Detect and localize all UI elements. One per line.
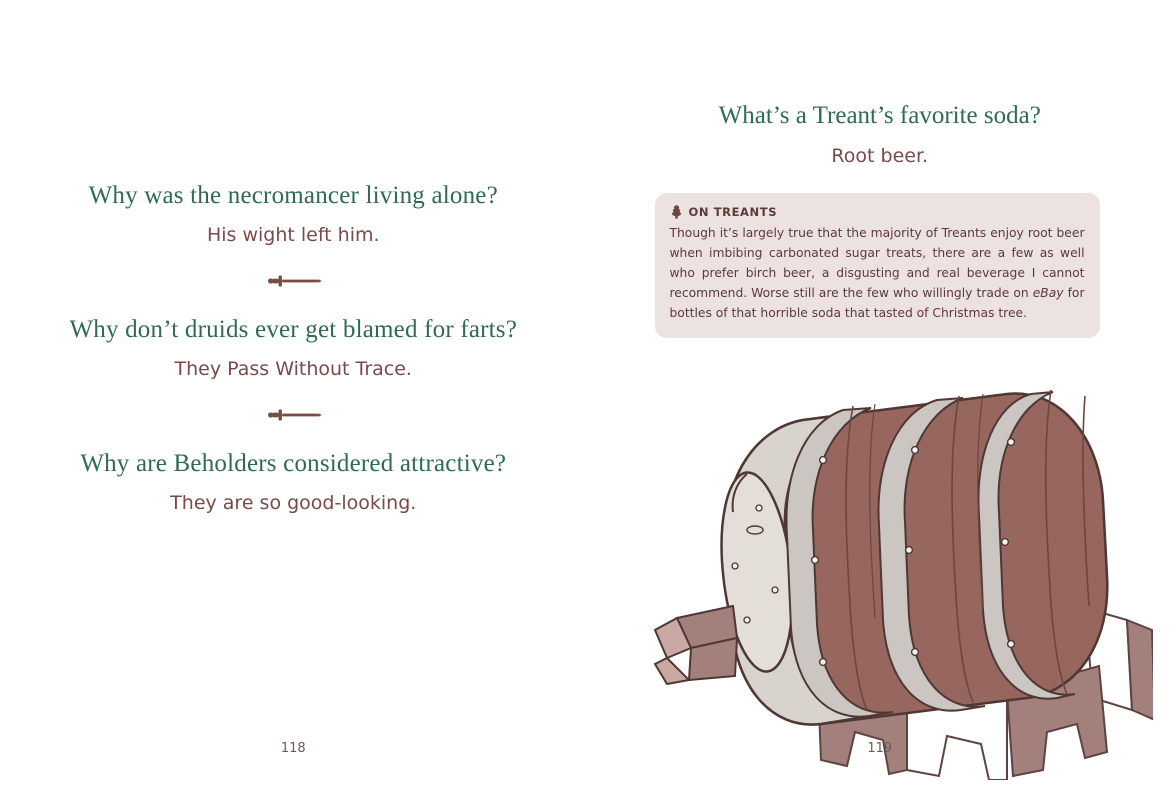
sword-divider bbox=[0, 248, 587, 314]
wooden-keg-barrel-illustration bbox=[607, 380, 1153, 780]
left-page-content bbox=[0, 180, 587, 516]
joke-answer: They Pass Without Trace. bbox=[174, 358, 412, 381]
joke-question: Why don’t druids ever get blamed for farts? bbox=[69, 315, 518, 343]
sidebar-note-header bbox=[670, 205, 1085, 219]
right-page bbox=[587, 0, 1173, 800]
sword-divider-icon bbox=[264, 405, 322, 425]
right-page-content bbox=[587, 100, 1173, 320]
joke-answer: They are so good-looking. bbox=[170, 492, 417, 515]
page-number-left: 118 bbox=[280, 741, 306, 756]
joke-question: Why are Beholders considered attractive? bbox=[80, 449, 507, 477]
sidebar-note bbox=[655, 193, 1100, 338]
joke-item bbox=[58, 180, 528, 248]
joke-answer: His wight left him. bbox=[206, 224, 380, 247]
joke-answer: Root beer. bbox=[831, 145, 929, 168]
sidebar-note-title: ON TREANTS bbox=[688, 205, 778, 219]
sidebar-text-italic: eBay bbox=[1032, 285, 1064, 300]
joke-question: Why was the necromancer living alone? bbox=[88, 182, 498, 209]
joke-item bbox=[58, 314, 528, 382]
sword-divider bbox=[0, 382, 587, 448]
sidebar-text-part-1: Though it’s largely true that the majority of Treants enjoy root beer when imbibing carbonated sugar treats, there are a few as well who prefer birch beer, a disgusting and real beverage I cannot recommend. Worse still are the few who willingly trade on bbox=[669, 226, 1085, 300]
sword-divider-icon bbox=[264, 271, 322, 291]
treant-icon bbox=[670, 205, 683, 219]
joke-item bbox=[58, 448, 528, 516]
page-number-right: 119 bbox=[867, 741, 893, 756]
sidebar-text-part-2: for bottles of that horrible soda that tasted of Christmas tree. bbox=[669, 285, 1085, 320]
sidebar-note-text bbox=[670, 224, 1085, 324]
joke-question: What’s a Treant’s favorite soda? bbox=[718, 102, 1041, 129]
